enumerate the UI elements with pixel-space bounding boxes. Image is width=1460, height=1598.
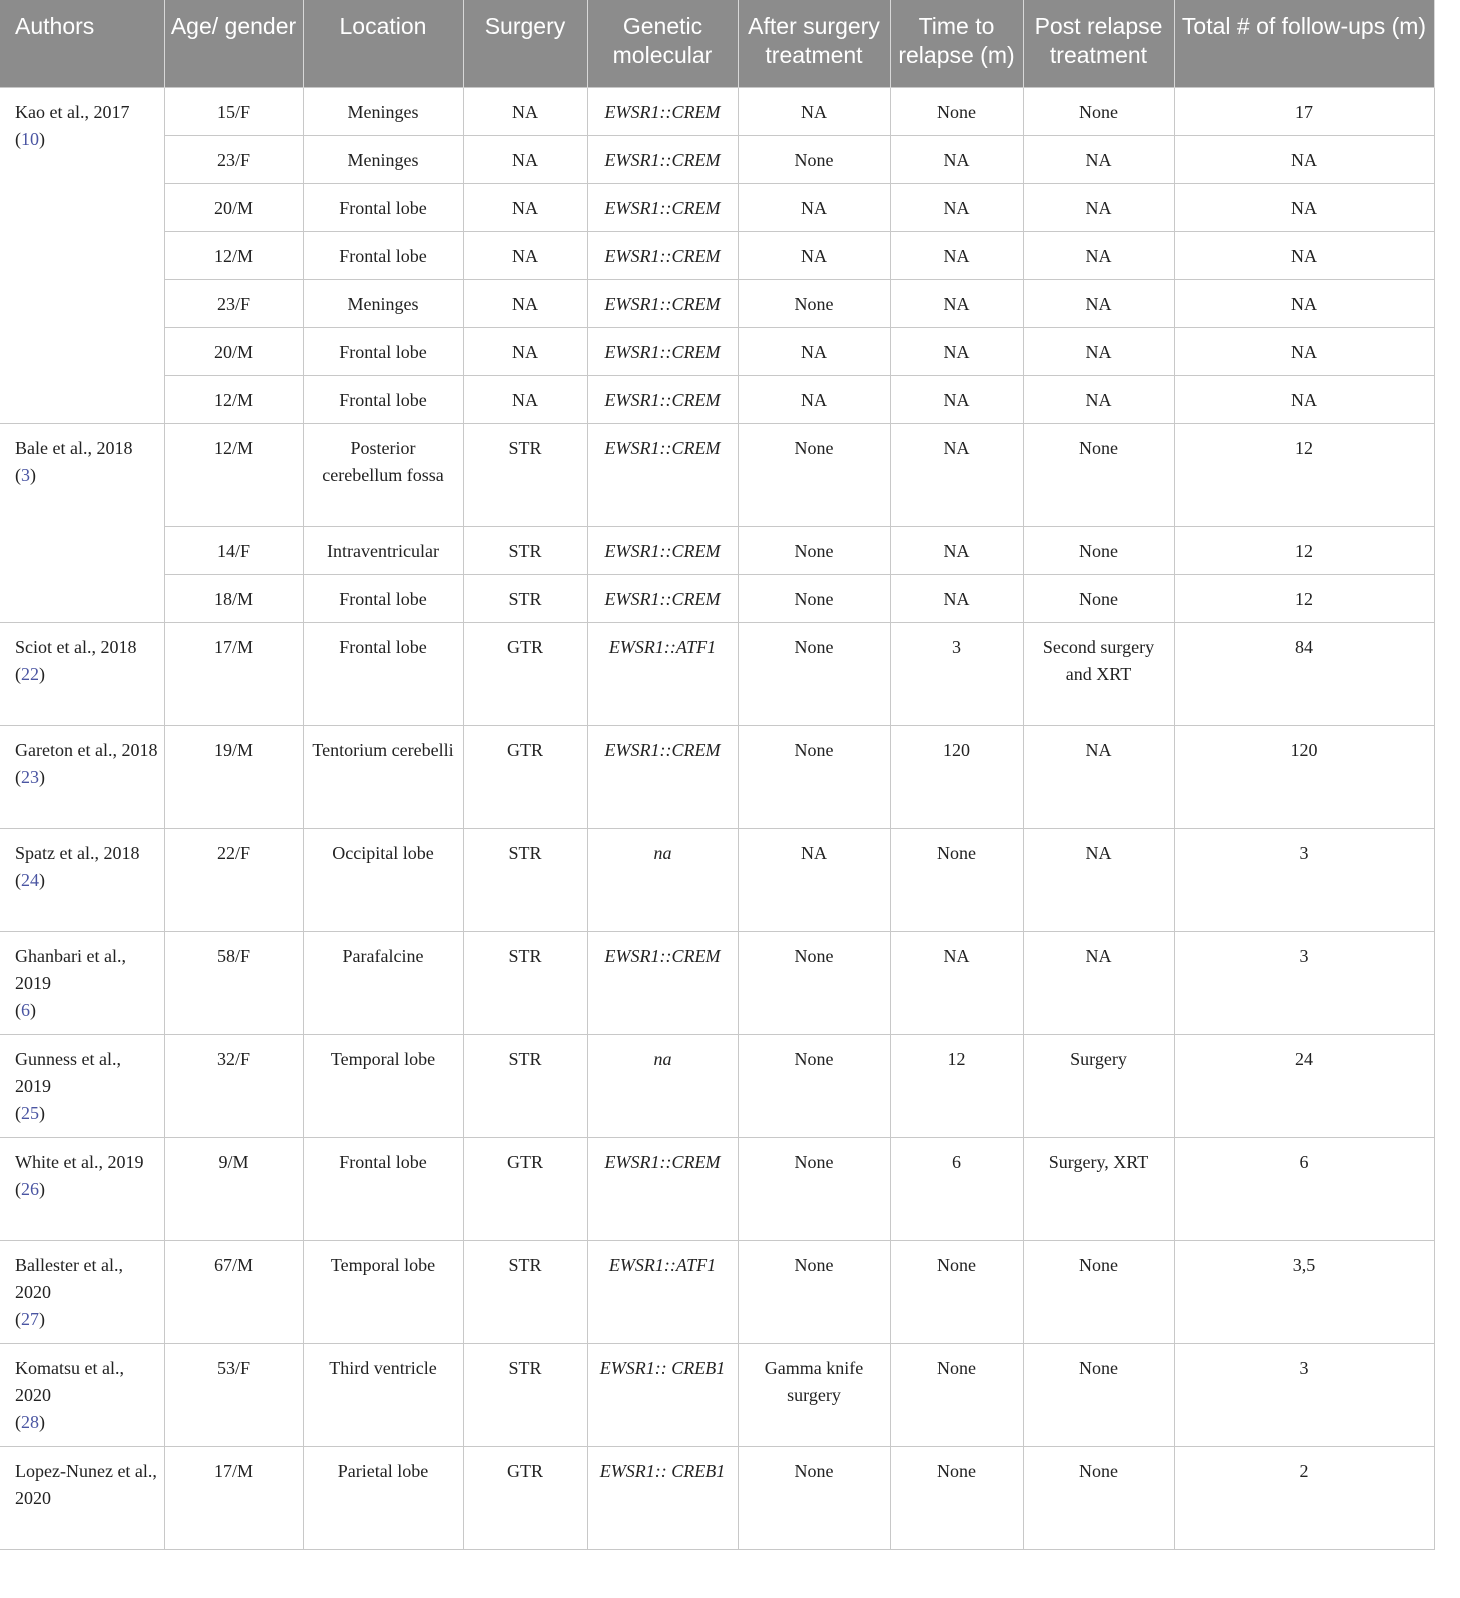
cell-time-to-relapse: None	[890, 1343, 1023, 1446]
cell-time-to-relapse: None	[890, 87, 1023, 135]
cell-surgery: GTR	[463, 1446, 587, 1549]
cell-post-relapse-treatment: None	[1023, 574, 1174, 622]
author-name: Kao et al., 2017	[15, 101, 130, 122]
cell-post-relapse-treatment: NA	[1023, 231, 1174, 279]
cell-age-gender: 53/F	[164, 1343, 303, 1446]
cell-total-follow-ups: NA	[1174, 279, 1434, 327]
table-row	[0, 135, 1434, 183]
reference-link[interactable]: 6	[21, 999, 30, 1020]
cell-time-to-relapse: 3	[890, 622, 1023, 725]
cell-age-gender: 9/M	[164, 1137, 303, 1240]
cell-location: Parafalcine	[303, 931, 463, 1034]
cell-after-surgery-treatment: None	[738, 931, 890, 1034]
cell-location: Frontal lobe	[303, 622, 463, 725]
cell-time-to-relapse: NA	[890, 135, 1023, 183]
cell-post-relapse-treatment: NA	[1023, 183, 1174, 231]
author-name: Ghanbari et al., 2019	[15, 945, 126, 993]
header-time-to-relapse: Time to relapse (m)	[890, 0, 1023, 87]
cell-location: Frontal lobe	[303, 183, 463, 231]
author-cell: Ballester et al., 2020 (27)	[0, 1240, 164, 1343]
table-row	[0, 574, 1434, 622]
cell-location: Tentorium cerebelli	[303, 725, 463, 828]
cell-genetic-molecular: EWSR1::ATF1	[587, 622, 738, 725]
cell-age-gender: 32/F	[164, 1034, 303, 1137]
cell-total-follow-ups: 6	[1174, 1137, 1434, 1240]
author-cell: Kao et al., 2017 (10)	[0, 87, 164, 423]
cell-age-gender: 67/M	[164, 1240, 303, 1343]
table-row	[0, 1034, 1434, 1137]
reference-link[interactable]: 26	[21, 1178, 39, 1199]
cell-surgery: STR	[463, 526, 587, 574]
header-authors: Authors	[0, 0, 164, 87]
cell-time-to-relapse: 6	[890, 1137, 1023, 1240]
cell-surgery: NA	[463, 87, 587, 135]
cell-after-surgery-treatment: NA	[738, 231, 890, 279]
table-row	[0, 279, 1434, 327]
table-row	[0, 931, 1434, 1034]
cell-total-follow-ups: 12	[1174, 526, 1434, 574]
table-row	[0, 526, 1434, 574]
cell-total-follow-ups: 12	[1174, 423, 1434, 526]
header-surgery: Surgery	[463, 0, 587, 87]
author-name: Ballester et al., 2020	[15, 1254, 123, 1302]
author-cell: Sciot et al., 2018 (22)	[0, 622, 164, 725]
author-cell: Komatsu et al., 2020 (28)	[0, 1343, 164, 1446]
author-name: Sciot et al., 2018	[15, 636, 137, 657]
cell-time-to-relapse: NA	[890, 526, 1023, 574]
cell-total-follow-ups: 3	[1174, 828, 1434, 931]
cell-total-follow-ups: 3,5	[1174, 1240, 1434, 1343]
table-row	[0, 423, 1434, 526]
cell-surgery: STR	[463, 574, 587, 622]
author-cell: Gareton et al., 2018 (23)	[0, 725, 164, 828]
cell-total-follow-ups: 12	[1174, 574, 1434, 622]
cell-location: Intraventricular	[303, 526, 463, 574]
cell-location: Frontal lobe	[303, 231, 463, 279]
cell-time-to-relapse: NA	[890, 231, 1023, 279]
table-row	[0, 231, 1434, 279]
cell-location: Temporal lobe	[303, 1034, 463, 1137]
cell-post-relapse-treatment: None	[1023, 1240, 1174, 1343]
table-row	[0, 725, 1434, 828]
cell-surgery: STR	[463, 1240, 587, 1343]
cell-genetic-molecular: EWSR1:: CREB1	[587, 1446, 738, 1549]
cell-time-to-relapse: NA	[890, 183, 1023, 231]
cell-genetic-molecular: na	[587, 1034, 738, 1137]
author-name: Gunness et al., 2019	[15, 1048, 121, 1096]
cell-post-relapse-treatment: None	[1023, 1343, 1174, 1446]
cell-age-gender: 15/F	[164, 87, 303, 135]
cell-age-gender: 12/M	[164, 231, 303, 279]
reference-link[interactable]: 25	[21, 1102, 39, 1123]
cell-surgery: NA	[463, 279, 587, 327]
cell-after-surgery-treatment: NA	[738, 375, 890, 423]
cell-location: Meninges	[303, 135, 463, 183]
cell-age-gender: 18/M	[164, 574, 303, 622]
cell-genetic-molecular: EWSR1::CREM	[587, 1137, 738, 1240]
cell-age-gender: 58/F	[164, 931, 303, 1034]
cell-age-gender: 20/M	[164, 327, 303, 375]
cell-genetic-molecular: EWSR1::CREM	[587, 327, 738, 375]
author-name: Gareton et al., 2018	[15, 739, 158, 760]
cell-post-relapse-treatment: Surgery	[1023, 1034, 1174, 1137]
cell-post-relapse-treatment: Surgery, XRT	[1023, 1137, 1174, 1240]
cell-location: Posterior cerebellum fossa	[303, 423, 463, 526]
cell-surgery: GTR	[463, 622, 587, 725]
cell-location: Occipital lobe	[303, 828, 463, 931]
cell-age-gender: 19/M	[164, 725, 303, 828]
cell-surgery: STR	[463, 1034, 587, 1137]
cell-total-follow-ups: 3	[1174, 1343, 1434, 1446]
cell-age-gender: 20/M	[164, 183, 303, 231]
table-row	[0, 622, 1434, 725]
cell-post-relapse-treatment: NA	[1023, 375, 1174, 423]
cell-after-surgery-treatment: None	[738, 574, 890, 622]
table-row	[0, 1137, 1434, 1240]
cell-after-surgery-treatment: NA	[738, 327, 890, 375]
cell-time-to-relapse: None	[890, 1446, 1023, 1549]
author-name: Spatz et al., 2018	[15, 842, 140, 863]
table-row	[0, 87, 1434, 135]
cell-age-gender: 12/M	[164, 423, 303, 526]
table-body	[0, 87, 1434, 1549]
cell-genetic-molecular: na	[587, 828, 738, 931]
cell-post-relapse-treatment: NA	[1023, 135, 1174, 183]
cell-time-to-relapse: NA	[890, 931, 1023, 1034]
cell-age-gender: 22/F	[164, 828, 303, 931]
cell-post-relapse-treatment: NA	[1023, 931, 1174, 1034]
cell-genetic-molecular: EWSR1::CREM	[587, 725, 738, 828]
cell-location: Frontal lobe	[303, 1137, 463, 1240]
cell-age-gender: 17/M	[164, 1446, 303, 1549]
cell-total-follow-ups: 120	[1174, 725, 1434, 828]
cell-post-relapse-treatment: None	[1023, 87, 1174, 135]
cell-location: Third ventricle	[303, 1343, 463, 1446]
author-cell: Ghanbari et al., 2019 (6)	[0, 931, 164, 1034]
cell-post-relapse-treatment: NA	[1023, 327, 1174, 375]
cell-surgery: STR	[463, 828, 587, 931]
cell-after-surgery-treatment: None	[738, 622, 890, 725]
table-row	[0, 375, 1434, 423]
reference-link[interactable]: 3	[21, 464, 30, 485]
cell-surgery: STR	[463, 1343, 587, 1446]
cell-genetic-molecular: EWSR1::CREM	[587, 279, 738, 327]
cell-after-surgery-treatment: None	[738, 725, 890, 828]
cell-total-follow-ups: 17	[1174, 87, 1434, 135]
cell-genetic-molecular: EWSR1::CREM	[587, 231, 738, 279]
cell-after-surgery-treatment: None	[738, 1137, 890, 1240]
cell-location: Meninges	[303, 87, 463, 135]
cell-age-gender: 23/F	[164, 135, 303, 183]
cell-surgery: NA	[463, 135, 587, 183]
cell-total-follow-ups: NA	[1174, 375, 1434, 423]
cell-surgery: NA	[463, 375, 587, 423]
cell-location: Frontal lobe	[303, 375, 463, 423]
cell-age-gender: 12/M	[164, 375, 303, 423]
cell-time-to-relapse: 12	[890, 1034, 1023, 1137]
author-cell: White et al., 2019 (26)	[0, 1137, 164, 1240]
header-total-follow-ups: Total # of follow-ups (m)	[1174, 0, 1434, 87]
cell-time-to-relapse: None	[890, 1240, 1023, 1343]
cell-total-follow-ups: NA	[1174, 135, 1434, 183]
cell-post-relapse-treatment: None	[1023, 1446, 1174, 1549]
cell-time-to-relapse: NA	[890, 327, 1023, 375]
author-cell: Bale et al., 2018 (3)	[0, 423, 164, 622]
reference-link[interactable]: 22	[21, 663, 39, 684]
cell-genetic-molecular: EWSR1::ATF1	[587, 1240, 738, 1343]
cell-genetic-molecular: EWSR1::CREM	[587, 135, 738, 183]
reference-link[interactable]: 23	[21, 766, 39, 787]
cell-location: Parietal lobe	[303, 1446, 463, 1549]
reference-link[interactable]: 24	[21, 869, 39, 890]
cell-location: Meninges	[303, 279, 463, 327]
cell-genetic-molecular: EWSR1::CREM	[587, 526, 738, 574]
reference-link[interactable]: 10	[21, 128, 39, 149]
cell-genetic-molecular: EWSR1::CREM	[587, 423, 738, 526]
table-row	[0, 1343, 1434, 1446]
cell-genetic-molecular: EWSR1::CREM	[587, 574, 738, 622]
reference-link[interactable]: 28	[21, 1411, 39, 1432]
cell-surgery: GTR	[463, 1137, 587, 1240]
cell-surgery: STR	[463, 423, 587, 526]
table-row	[0, 1240, 1434, 1343]
header-age-gender: Age/ gender	[164, 0, 303, 87]
cell-genetic-molecular: EWSR1::CREM	[587, 183, 738, 231]
cell-time-to-relapse: NA	[890, 375, 1023, 423]
cell-time-to-relapse: 120	[890, 725, 1023, 828]
table-row	[0, 183, 1434, 231]
cell-total-follow-ups: NA	[1174, 183, 1434, 231]
cell-total-follow-ups: 2	[1174, 1446, 1434, 1549]
cell-location: Temporal lobe	[303, 1240, 463, 1343]
cell-after-surgery-treatment: NA	[738, 87, 890, 135]
author-cell: Spatz et al., 2018 (24)	[0, 828, 164, 931]
cell-time-to-relapse: NA	[890, 279, 1023, 327]
cell-time-to-relapse: NA	[890, 574, 1023, 622]
cell-after-surgery-treatment: None	[738, 1446, 890, 1549]
cell-after-surgery-treatment: NA	[738, 183, 890, 231]
cell-total-follow-ups: 3	[1174, 931, 1434, 1034]
cell-location: Frontal lobe	[303, 574, 463, 622]
cell-surgery: NA	[463, 327, 587, 375]
cell-genetic-molecular: EWSR1:: CREB1	[587, 1343, 738, 1446]
author-cell	[0, 1446, 164, 1549]
cell-post-relapse-treatment: NA	[1023, 725, 1174, 828]
cell-age-gender: 23/F	[164, 279, 303, 327]
header-location: Location	[303, 0, 463, 87]
cell-time-to-relapse: NA	[890, 423, 1023, 526]
cell-after-surgery-treatment: NA	[738, 828, 890, 931]
cell-time-to-relapse: None	[890, 828, 1023, 931]
cell-after-surgery-treatment: None	[738, 1034, 890, 1137]
cell-post-relapse-treatment: Second surgery and XRT	[1023, 622, 1174, 725]
author-name: Komatsu et al., 2020	[15, 1357, 124, 1405]
cell-genetic-molecular: EWSR1::CREM	[587, 931, 738, 1034]
cell-age-gender: 14/F	[164, 526, 303, 574]
table-row	[0, 828, 1434, 931]
cell-total-follow-ups: NA	[1174, 231, 1434, 279]
cell-post-relapse-treatment: NA	[1023, 279, 1174, 327]
cell-genetic-molecular: EWSR1::CREM	[587, 375, 738, 423]
cell-surgery: NA	[463, 231, 587, 279]
table-row	[0, 1446, 1434, 1549]
cell-location: Frontal lobe	[303, 327, 463, 375]
cell-total-follow-ups: 84	[1174, 622, 1434, 725]
reference-link[interactable]: 27	[21, 1308, 39, 1329]
cell-after-surgery-treatment: None	[738, 1240, 890, 1343]
table-header	[0, 0, 1434, 87]
cell-after-surgery-treatment: None	[738, 526, 890, 574]
cell-post-relapse-treatment: None	[1023, 526, 1174, 574]
cell-after-surgery-treatment: None	[738, 279, 890, 327]
cell-total-follow-ups: NA	[1174, 327, 1434, 375]
cell-surgery: STR	[463, 931, 587, 1034]
cell-post-relapse-treatment: NA	[1023, 828, 1174, 931]
header-genetic-molecular: Genetic molecular	[587, 0, 738, 87]
author-cell: Gunness et al., 2019 (25)	[0, 1034, 164, 1137]
cell-age-gender: 17/M	[164, 622, 303, 725]
header-after-surgery-treatment: After surgery treatment	[738, 0, 890, 87]
cell-surgery: GTR	[463, 725, 587, 828]
cell-post-relapse-treatment: None	[1023, 423, 1174, 526]
cell-after-surgery-treatment: None	[738, 135, 890, 183]
cell-after-surgery-treatment: None	[738, 423, 890, 526]
cell-after-surgery-treatment: Gamma knife surgery	[738, 1343, 890, 1446]
cell-genetic-molecular: EWSR1::CREM	[587, 87, 738, 135]
author-name: White et al., 2019	[15, 1151, 144, 1172]
cell-surgery: NA	[463, 183, 587, 231]
author-name: Bale et al., 2018	[15, 437, 133, 458]
table-row	[0, 327, 1434, 375]
cell-total-follow-ups: 24	[1174, 1034, 1434, 1137]
header-post-relapse-treatment: Post relapse treatment	[1023, 0, 1174, 87]
author-name: Lopez-Nunez et al., 2020	[15, 1460, 157, 1508]
